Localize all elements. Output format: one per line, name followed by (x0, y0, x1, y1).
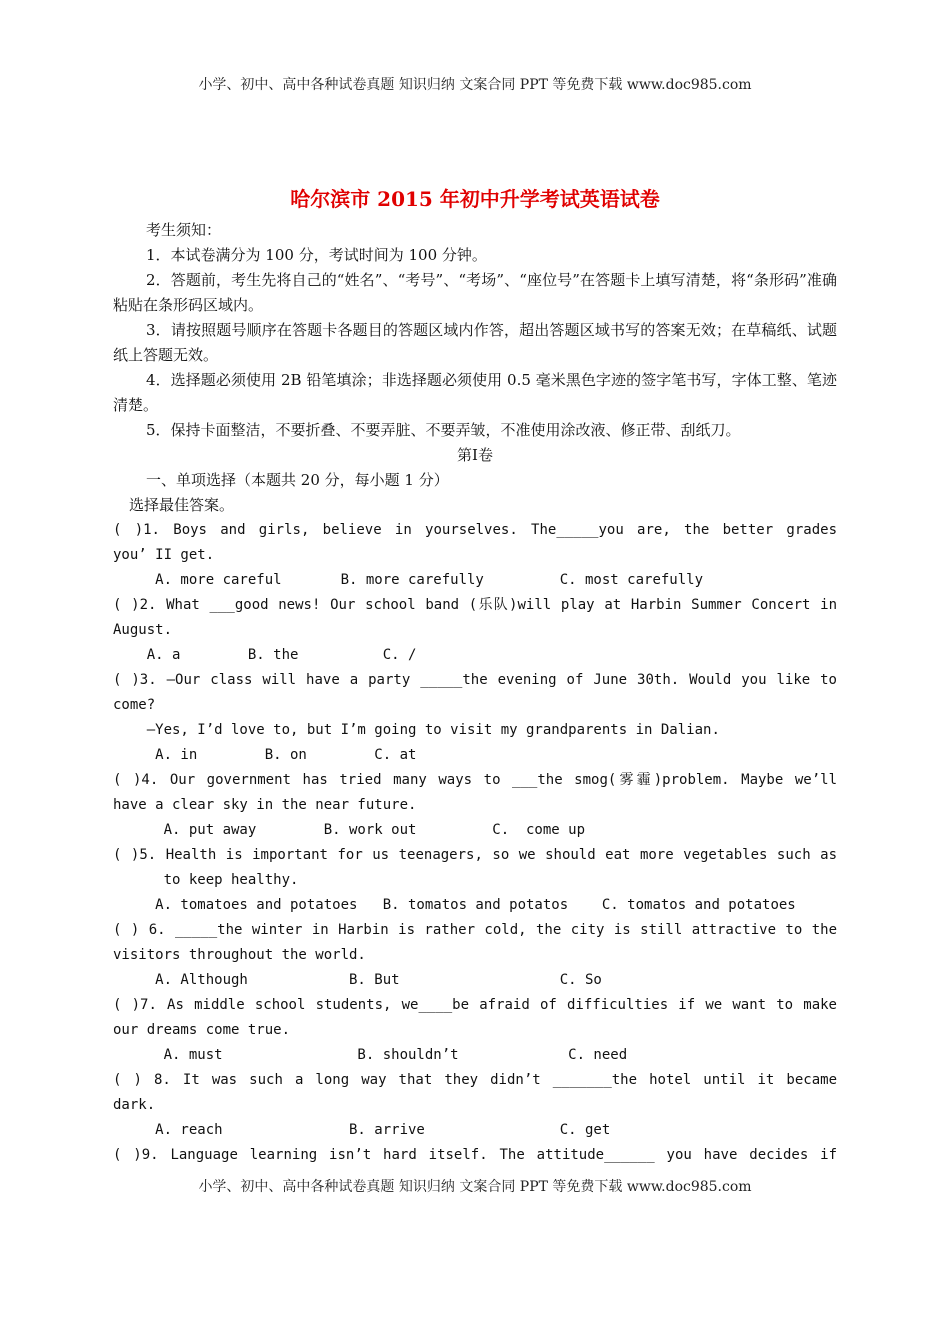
page-footer: 小学、初中、高中各种试卷真题 知识归纳 文案合同 PPT 等免费下载 www.doc985.com (198, 1179, 752, 1195)
question-text: ( )1. Boys and girls, believe in yourselves. The_____you are, the better grades (113, 522, 837, 538)
notice-item-3: 3．请按照题号顺序在答题卡各题目的答题区域内作答，超出答题区域书写的答案无效；在草稿纸、试题纸上答题无效。 (113, 321, 837, 364)
question-8 (113, 1068, 837, 1143)
question-text: have a clear sky in the near future. (113, 797, 417, 813)
question-text: ( )5. Health is important for us teenagers, so we should eat more vegetables such as (113, 847, 837, 863)
question-text: come? (113, 697, 156, 713)
question-text: ( )4. Our government has tried many ways to ___the smog(雾霾)problem. Maybe we’ll (113, 772, 837, 788)
question-text: —Yes, I’d love to, but I’m going to visit my grandparents in Dalian. (113, 722, 720, 738)
part1-instruction: 选择最佳答案。 (129, 496, 235, 514)
question-text: you’ II get. (113, 547, 215, 563)
exam-title: 哈尔滨市 2015 年初中升学考试英语试卷 (290, 187, 660, 211)
question-1 (113, 518, 837, 593)
question-options: A. in B. on C. at (113, 747, 417, 763)
page-header: 小学、初中、高中各种试卷真题 知识归纳 文案合同 PPT 等免费下载 www.doc985.com (198, 77, 752, 93)
question-options: A. more careful B. more carefully C. most carefully (113, 572, 704, 588)
question-text: ( ) 6. _____the winter in Harbin is rather cold, the city is still attractive to the (113, 922, 837, 938)
part1-heading: 一、单项选择（本题共 20 分，每小题 1 分） (146, 471, 449, 489)
question-options: A. a B. the C. / (113, 647, 417, 663)
question-text: ( )2. What ___good news! Our school band (乐队)will play at Harbin Summer Concert in (113, 597, 837, 613)
question-options: A. put away B. work out C. come up (113, 822, 586, 838)
question-7 (113, 993, 837, 1068)
question-text: ( )3. —Our class will have a party _____the evening of June 30th. Would you like to (113, 672, 837, 688)
notice-item-5: 5．保持卡面整洁，不要折叠、不要弄脏、不要弄皱，不准使用涂改液、修正带、刮纸刀。 (146, 421, 741, 439)
question-text: August. (113, 622, 173, 638)
question-text: our dreams come true. (113, 1022, 291, 1038)
question-text: ( )9. Language learning isn’t hard itself. The attitude______ you have decides if (113, 1147, 837, 1163)
notice-item-2: 2．答题前，考生先将自己的“姓名”、“考号”、“考场”、“座位号”在答题卡上填写清楚，将“条形码”准确粘贴在条形码区域内。 (113, 271, 837, 314)
question-5 (113, 843, 837, 918)
notice-heading: 考生须知： (146, 221, 222, 239)
question-4 (113, 768, 837, 843)
question-options: A. must B. shouldn’t C. need (113, 1047, 628, 1063)
question-3 (113, 668, 837, 768)
notice-item-1: 1．本试卷满分为 100 分，考试时间为 100 分钟。 (146, 246, 487, 264)
question-options: A. tomatoes and potatoes B. tomatos and potatos C. tomatos and potatoes (113, 897, 796, 913)
question-6 (113, 918, 837, 993)
notice-item-4: 4．选择题必须使用 2B 铅笔填涂；非选择题必须使用 0.5 毫米黑色字迹的签字笔书写，字体工整、笔迹清楚。 (113, 371, 837, 414)
question-text: ( )7. As middle school students, we____be afraid of difficulties if we want to make (113, 997, 837, 1013)
question-options: A. Although B. But C. So (113, 972, 602, 988)
question-2 (113, 593, 837, 668)
exam-body (113, 218, 837, 1168)
question-text: ( ) 8. It was such a long way that they didn’t _______the hotel until it became (113, 1072, 837, 1088)
question-text: dark. (113, 1097, 156, 1113)
question-text: to keep healthy. (113, 872, 299, 888)
section-title: 第Ⅰ卷 (457, 446, 493, 464)
question-options: A. reach B. arrive C. get (113, 1122, 611, 1138)
question-9 (113, 1143, 837, 1168)
question-text: visitors throughout the world. (113, 947, 366, 963)
